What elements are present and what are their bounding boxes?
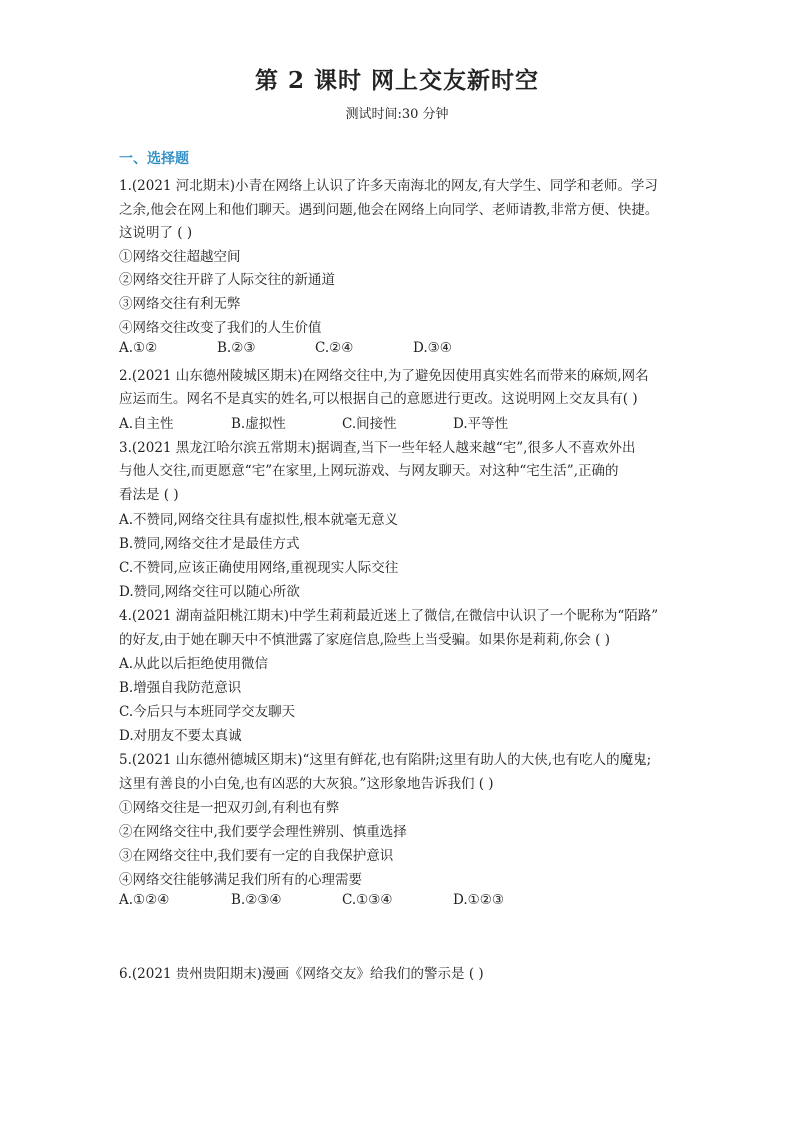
q3-option-a: A.不赞同,网络交往具有虚拟性,根本就毫无意义 [119, 512, 399, 528]
q2-line-1: 2.(2021 山东德州陵城区期末)在网络交往中,为了避免因使用真实姓名而带来的麻烦,网名 [119, 368, 649, 384]
q1-statement-1: ①网络交往超越空间 [119, 249, 241, 265]
q4-line-2: 的好友,由于她在聊天中不慎泄露了家庭信息,险些上当受骗。如果你是莉莉,你会 ( ) [119, 632, 610, 648]
q5-option-c: C.①③④ [342, 892, 393, 908]
q4-option-a: A.从此以后拒绝使用微信 [119, 656, 269, 672]
q6-line-1: 6.(2021 贵州贵阳期末)漫画《网络交友》给我们的警示是 ( ) [119, 966, 484, 982]
q1-statement-4: ④网络交往改变了我们的人生价值 [119, 320, 322, 336]
q5-option-d: D.①②③ [453, 892, 504, 908]
q3-option-d: D.赞同,网络交往可以随心所欲 [119, 584, 300, 600]
q1-statement-3: ③网络交往有利无弊 [119, 296, 241, 312]
q1-line-1: 1.(2021 河北期末)小青在网络上认识了许多天南海北的网友,有大学生、同学和老师。学习 [119, 178, 658, 194]
q1-option-b: B.②③ [217, 340, 256, 356]
q4-line-1: 4.(2021 湖南益阳桃江期末)中学生莉莉最近迷上了微信,在微信中认识了一个昵称为“陌路” [119, 608, 659, 624]
page-title: 第 2 课时 网上交友新时空 [254, 67, 540, 94]
section-heading: 一、选择题 [119, 151, 189, 167]
test-time: 测试时间:30 分钟 [345, 107, 449, 122]
q1-option-c: C.②④ [315, 340, 354, 356]
q5-statement-1: ①网络交往是一把双刃剑,有利也有弊 [119, 800, 340, 816]
q5-option-a: A.①②④ [119, 892, 170, 908]
q1-option-d: D.③④ [413, 340, 452, 356]
q4-option-c: C.今后只与本班同学交友聊天 [119, 704, 296, 720]
q4-option-b: B.增强自我防范意识 [119, 680, 242, 696]
q2-option-d: D.平等性 [453, 416, 509, 432]
q5-option-b: B.②③④ [231, 892, 282, 908]
q2-line-2: 应运而生。网名不是真实的姓名,可以根据自己的意愿进行更改。这说明网上交友具有( ) [119, 391, 638, 407]
q3-line-1: 3.(2021 黑龙江哈尔滨五常期末)据调查,当下一些年轻人越来越“宅”,很多人不喜欢外出 [119, 440, 636, 456]
q1-statement-2: ②网络交往开辟了人际交往的新通道 [119, 272, 335, 288]
q4-option-d: D.对朋友不要太真诚 [119, 728, 242, 744]
q5-line-1: 5.(2021 山东德州德城区期末)“这里有鲜花,也有陷阱;这里有助人的大侠,也有吃人的魔鬼; [119, 752, 652, 768]
q1-line-3: 这说明了 ( ) [119, 225, 193, 241]
q3-line-3: 看法是 ( ) [119, 487, 179, 503]
q5-statement-2: ②在网络交往中,我们要学会理性辨别、慎重选择 [119, 824, 407, 840]
q1-line-2: 之余,他会在网上和他们聊天。遇到问题,他会在网络上向同学、老师请教,非常方便、快捷。 [119, 202, 659, 218]
q5-statement-4: ④网络交往能够满足我们所有的心理需要 [119, 872, 362, 888]
q5-line-2: 这里有善良的小白兔,也有凶恶的大灰狼。”这形象地告诉我们 ( ) [119, 776, 494, 792]
q2-option-c: C.间接性 [342, 416, 397, 432]
q2-option-b: B.虚拟性 [231, 416, 286, 432]
q3-option-c: C.不赞同,应该正确使用网络,重视现实人际交往 [119, 560, 399, 576]
q5-statement-3: ③在网络交往中,我们要有一定的自我保护意识 [119, 848, 394, 864]
q3-option-b: B.赞同,网络交往才是最佳方式 [119, 536, 300, 552]
q1-option-a: A.①② [119, 340, 158, 356]
q3-line-2: 与他人交往,而更愿意“宅”在家里,上网玩游戏、与网友聊天。对这种“宅生活”,正确的 [119, 463, 619, 479]
q2-option-a: A.自主性 [119, 416, 174, 432]
